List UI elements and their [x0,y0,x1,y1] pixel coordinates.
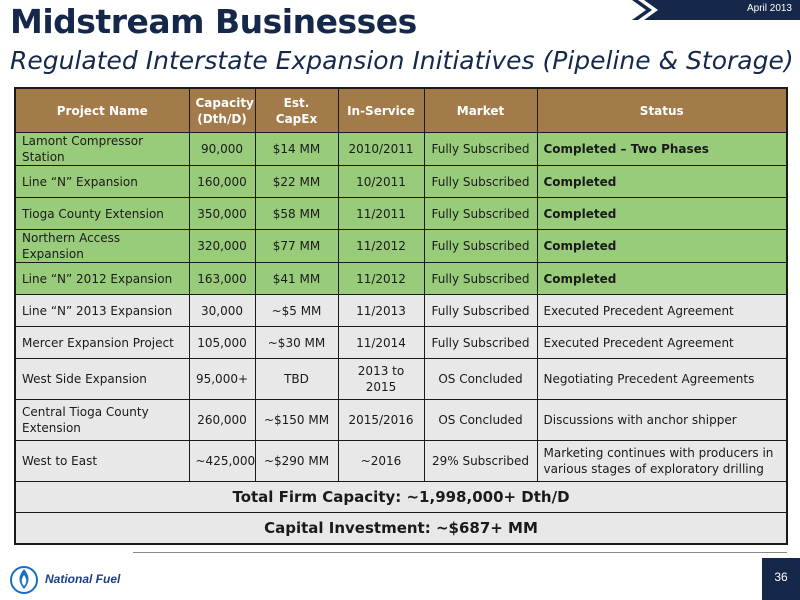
cell-capex: $41 MM [255,263,338,295]
cell-project-name: West Side Expansion [15,359,189,400]
table-header-row [15,88,787,133]
cell-project-name: Line “N” 2012 Expansion [15,263,189,295]
cell-capacity: 160,000 [189,166,255,198]
slide-title: Midstream Businesses [10,2,417,41]
cell-in-service: 11/2012 [338,263,424,295]
cell-project-name: Tioga County Extension [15,198,189,230]
cell-capex: TBD [255,359,338,400]
table-row [15,133,787,166]
cell-in-service: 10/2011 [338,166,424,198]
cell-market: Fully Subscribed [424,327,537,359]
slide-subtitle: Regulated Interstate Expansion Initiatives (Pipeline & Storage) [10,46,794,75]
cell-capacity: 350,000 [189,198,255,230]
col-header-capex: Est. CapEx [255,88,338,133]
cell-status: Executed Precedent Agreement [537,327,787,359]
col-header-market: Market [424,88,537,133]
table-row [15,198,787,230]
cell-market: Fully Subscribed [424,230,537,263]
cell-capex: ~$5 MM [255,295,338,327]
cell-market: Fully Subscribed [424,295,537,327]
cell-status: Completed [537,230,787,263]
cell-capex: ~$30 MM [255,327,338,359]
table-row [15,441,787,482]
date-tab [632,0,800,20]
flame-icon [8,564,42,594]
cell-capacity: 90,000 [189,133,255,166]
cell-in-service: 11/2012 [338,230,424,263]
cell-status: Completed [537,166,787,198]
table-row [15,166,787,198]
total-capacity-row [15,482,787,513]
cell-market: 29% Subscribed [424,441,537,482]
cell-capacity: 105,000 [189,327,255,359]
col-header-capacity: Capacity (Dth/D) [189,88,255,133]
cell-market: Fully Subscribed [424,166,537,198]
cell-project-name: Central Tioga County Extension [15,400,189,441]
cell-market: OS Concluded [424,359,537,400]
cell-project-name: Lamont Compressor Station [15,133,189,166]
cell-in-service: 2013 to 2015 [338,359,424,400]
cell-status: Completed [537,263,787,295]
cell-status: Completed [537,198,787,230]
cell-capacity: 320,000 [189,230,255,263]
col-header-in-service: In-Service [338,88,424,133]
cell-capex: ~$150 MM [255,400,338,441]
capital-investment-row [15,513,787,545]
table-row [15,263,787,295]
page-number-box [762,558,800,600]
cell-market: Fully Subscribed [424,198,537,230]
date-label: April 2013 [746,3,792,14]
cell-project-name: Line “N” Expansion [15,166,189,198]
cell-in-service: ~2016 [338,441,424,482]
cell-capex: $14 MM [255,133,338,166]
col-header-project: Project Name [15,88,189,133]
cell-capacity: 30,000 [189,295,255,327]
table-row [15,400,787,441]
table-row [15,230,787,263]
cell-in-service: 11/2013 [338,295,424,327]
cell-status: Executed Precedent Agreement [537,295,787,327]
cell-status: Completed – Two Phases [537,133,787,166]
cell-capacity: 163,000 [189,263,255,295]
cell-in-service: 11/2014 [338,327,424,359]
cell-capacity: 95,000+ [189,359,255,400]
cell-in-service: 2010/2011 [338,133,424,166]
cell-status: Discussions with anchor shipper [537,400,787,441]
capital-investment-cell: Capital Investment: ~$687+ MM [15,513,787,545]
cell-status: Negotiating Precedent Agreements [537,359,787,400]
total-capacity-cell: Total Firm Capacity: ~1,998,000+ Dth/D [15,482,787,513]
page-number: 36 [774,570,788,584]
footer-divider [133,552,787,553]
projects-table [14,87,788,545]
cell-capacity: 260,000 [189,400,255,441]
table-row [15,295,787,327]
cell-capex: $22 MM [255,166,338,198]
cell-project-name: Line “N” 2013 Expansion [15,295,189,327]
cell-capex: ~$290 MM [255,441,338,482]
col-header-status: Status [537,88,787,133]
table-row [15,327,787,359]
cell-in-service: 2015/2016 [338,400,424,441]
logo-wordmark: National Fuel [45,572,121,586]
cell-project-name: Mercer Expansion Project [15,327,189,359]
cell-capacity: ~425,000 [189,441,255,482]
cell-market: Fully Subscribed [424,263,537,295]
cell-market: Fully Subscribed [424,133,537,166]
national-fuel-logo [8,564,148,594]
table-row [15,359,787,400]
cell-project-name: Northern Access Expansion [15,230,189,263]
cell-status: Marketing continues with producers in various stages of exploratory drilling [537,441,787,482]
cell-capex: $58 MM [255,198,338,230]
cell-project-name: West to East [15,441,189,482]
cell-in-service: 11/2011 [338,198,424,230]
cell-market: OS Concluded [424,400,537,441]
cell-capex: $77 MM [255,230,338,263]
